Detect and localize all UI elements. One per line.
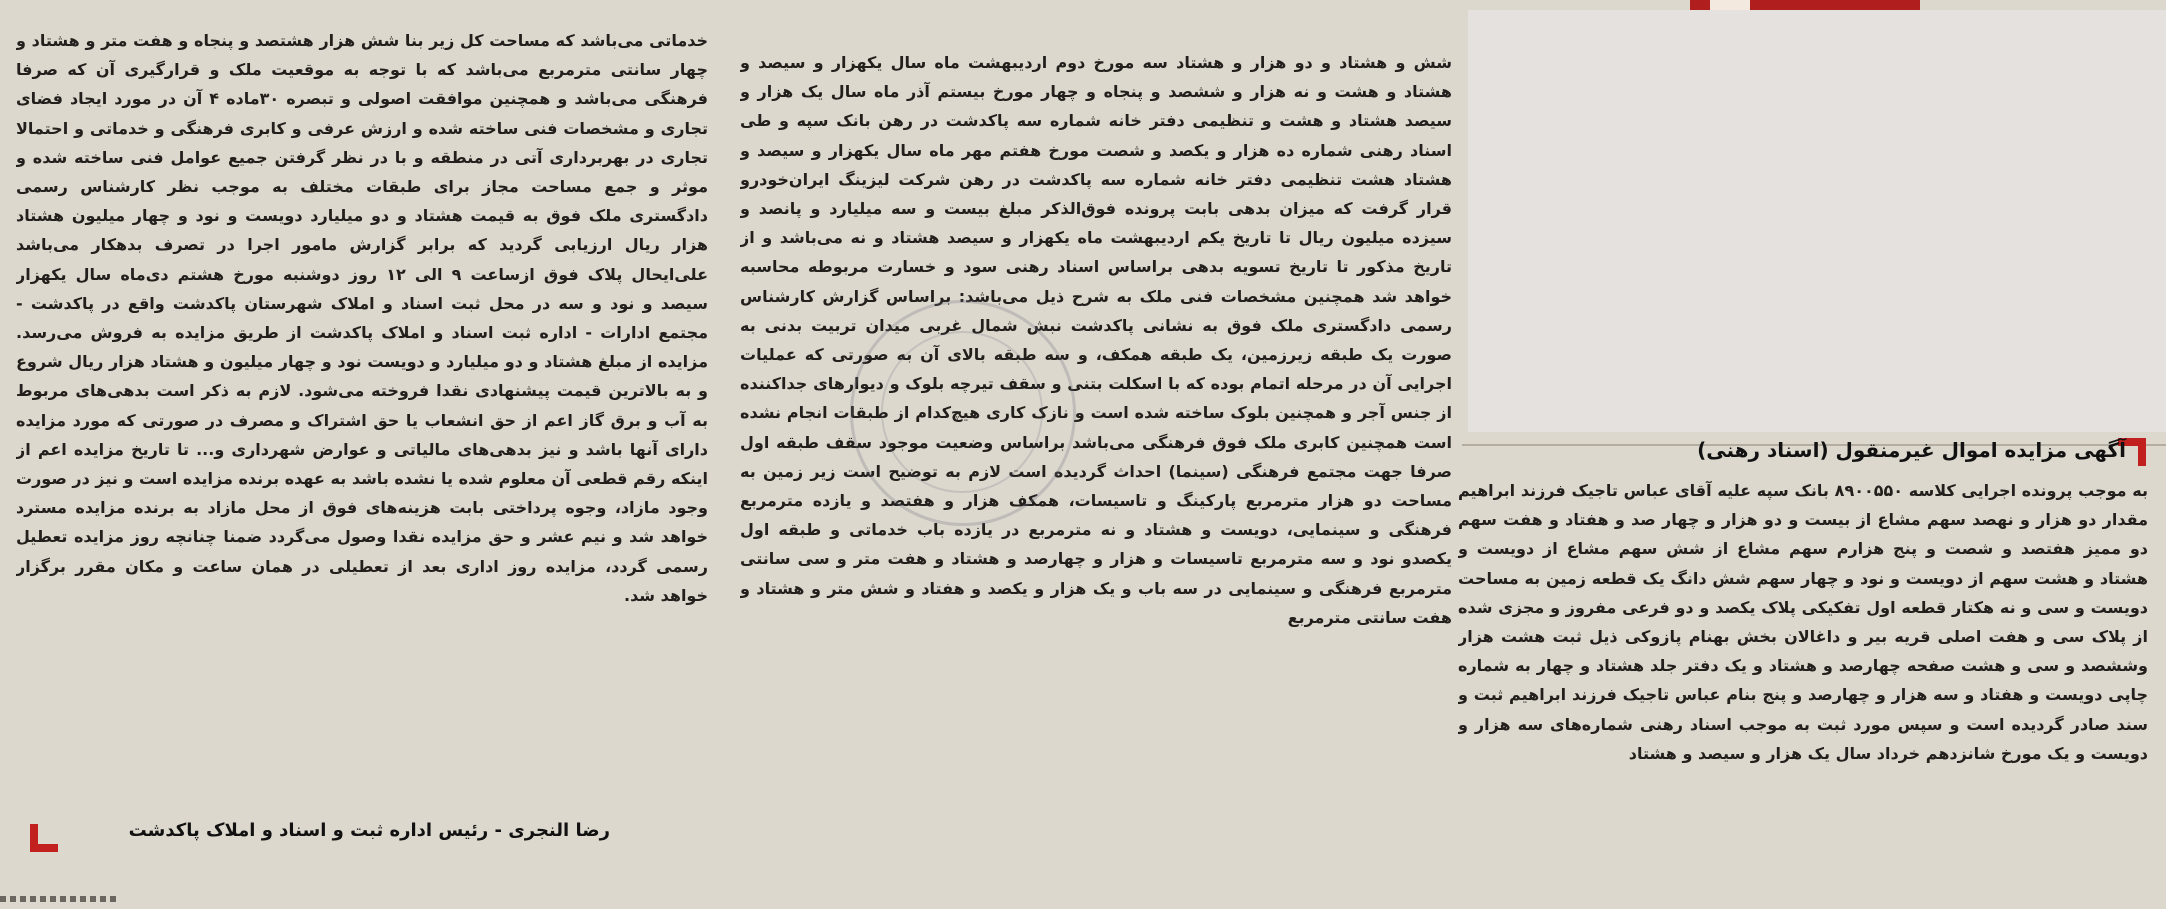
column-left [16, 26, 708, 856]
ad-title: آگهی مزایده اموال غیرمنقول (اسناد رهنی) [1697, 438, 2126, 462]
column-middle [740, 48, 1452, 906]
column-left-text: خدماتی می‌باشد که مساحت کل زیر بنا شش هزار هشتصد و پنجاه و هفت متر و هشتاد و چهار سانتی مترمربع می‌باشد که با توجه به موقعیت ملک و قرارگیری آن که صرفا فرهنگی می‌باشد و همچنین موافقت اصولی و تبصره ۳۰ماده ۴ آن در مورد ایجاد فضای تجاری و مشخصات فنی ساخته شده و ارزش عرفی و کابری فرهنگی و خدماتی و احتمالا تجاری در بهربرداری آتی در منطقه و با در نظر گرفتن جمیع عوامل فنی ساخته شده و موثر و جمع مساحت مجاز برای طبقات مختلف به موجب نظر کارشناس رسمی دادگستری ملک فوق به قیمت هشتاد و دو میلیارد دویست و نود و چهار میلیون هشتاد هزار ریال ارزیابی گردید که برابر گزارش مامور اجرا در تصرف بدهکار می‌باشد علی‌ایحال پلاک فوق ازساعت ۹ الی ۱۲ روز دوشنبه مورخ هشتم دی‌ماه سال یکهزار سیصد و نود و سه در محل ثبت اسناد و املاک شهرستان پاکدشت واقع در پاکدشت - مجتمع ادارات - اداره ثبت اسناد و املاک پاکدشت از طریق مزایده به فروش می‌رسد. مزایده از مبلغ هشتاد و دو میلیارد و دویست نود و چهار میلیون و هشتاد هزار ریال شروع و به بالاترین قیمت پیشنهادی نقدا فروخته می‌شود. لازم به ذکر است بدهی‌های مربوط به آب و برق گاز اعم از حق انشعاب یا حق اشتراک و مصرف در صورتی که مورد مزایده دارای آنها باشد و نیز بدهی‌های مالیاتی و عوارض شهرداری و... تا تاریخ مزایده اعم از اینکه رقم قطعی آن معلوم شده یا نشده باشد به عهده برنده مزایده است و نیز در صورت وجود مازاد، وجوه پرداختی بابت هزینه‌های فوق از محل مازاد به برنده مزایده مسترد خواهد شد و نیم عشر و حق مزایده نقدا وصول می‌گردد ضمنا چنانچه روز مزایده تعطیل رسمی گردد، مزایده روز اداری بعد از تعطیلی در همان ساعت و مکان مقرر برگزار خواهد شد. [16, 31, 708, 605]
blank-image-area [1468, 10, 2166, 432]
column-right [1458, 476, 2148, 908]
column-right-text: به موجب پرونده اجرایی کلاسه ۸۹۰۰۵۵۰ بانک سپه علیه آقای عباس تاجیک فرزند ابراهیم مقدار دو هزار و نهصد سهم مشاع از بیست و دو هزار و چهار صد و هفتاد و هفت سهم دو ممیز هفتصد و شصت و پنج هزارم سهم مشاع از شش سهم مشاع از دویست و هشتاد و هشت سهم از دویست و نود و چهار سهم شش دانگ یک قطعه زمین به مساحت دویست و سی و نه هکتار قطعه اول تفکیکی پلاک یکصد و دو فرعی مفروز و مجزی شده از پلاک سی و هفت اصلی قریه بیر و داغالان بخش بهنام پازوکی ذیل ثبت هشت هزار وششصد و سی و هشت صفحه چهارصد و هشتاد و یک دفتر جلد هشتاد و چهار به شماره چاپی دویست و هفتاد و سه هزار و چهارصد و پنج بنام عباس تاجیک فرزند ابراهیم ثبت و سند صادر گردیده است و سپس مورد ثبت به موجب اسناد رهنی شماره‌های سه هزار و دویست و یک مورخ شانزدهم خرداد سال یک هزار و سیصد و هشتاد [1458, 481, 2148, 763]
column-middle-text: شش و هشتاد و دو هزار و هشتاد سه مورخ دوم اردیبهشت ماه سال یکهزار و سیصد و هشتاد و هشت و نه هزار و ششصد و پنجاه و چهار مورخ بیستم آذر ماه سال یک هزار و سیصد هشتاد و هشت و تنظیمی دفتر خانه شماره سه پاکدشت در رهن بانک سپه و طی اسناد رهنی شماره ده هزار و یکصد و شصت مورخ هفتم مهر ماه سال یکهزار و سیصد و هشتاد هشت تنظیمی دفتر خانه شماره سه پاکدشت در رهن شرکت لیزینگ ایران‌خودرو قرار گرفت که میزان بدهی بابت پرونده فوق‌الذکر مبلغ بیست و سه میلیارد و پانصد و سیزده میلیون ریال تا تاریخ یکم اردیبهشت ماه یکهزار و سیصد هشتاد و نه می‌باشد و از تاریخ مذکور تا تاریخ تسویه بدهی براساس اسناد رهنی سود و خسارت مربوطه محاسبه خواهد شد همچنین مشخصات فنی ملک به شرح ذیل می‌باشد: براساس گزارش کارشناس رسمی دادگستری ملک فوق به نشانی پاکدشت نبش شمال غربی میدان تربیت بدنی به صورت یک طبقه زیرزمین، یک طبقه همکف، و سه طبقه بالای آن به صورتی که عملیات اجرایی آن در مرحله اتمام بوده که با اسکلت بتنی و سقف تیرچه بلوک و دیوارهای جداکننده از جنس آجر و همچنین بلوک ساخته شده است و نازک کاری هیچ‌کدام از طبقات انجام نشده است همچنین کابری ملک فوق فرهنگی می‌باشد براساس وضعیت موجود سقف طبقه اول صرفا جهت مجتمع فرهنگی (سینما) احداث گردیده است لازم به توضیح است زیر زمین به مساحت دو هزار مترمربع پارکینگ و تاسیسات، همکف هزار و هفتصد و یازده مترمربع فرهنگی و سینمایی، دویست و هشتاد و نه مترمربع در یازده باب خدماتی و طبقه اول یکصدو نود و سه مترمربع تاسیسات و هزار و چهارصد و هشتاد و هفت متر و سی سانتی مترمربع فرهنگی و سینمایی در سه باب و یک هزار و یکصد و هفتاد و شش متر و هشتاد و هفت سانتی مترمربع [740, 53, 1452, 627]
page-edge-marks [0, 896, 120, 902]
signature-line: رضا النجری - رئیس اداره ثبت و اسناد و املاک پاکدشت [128, 820, 610, 841]
corner-bracket-icon [30, 824, 58, 852]
